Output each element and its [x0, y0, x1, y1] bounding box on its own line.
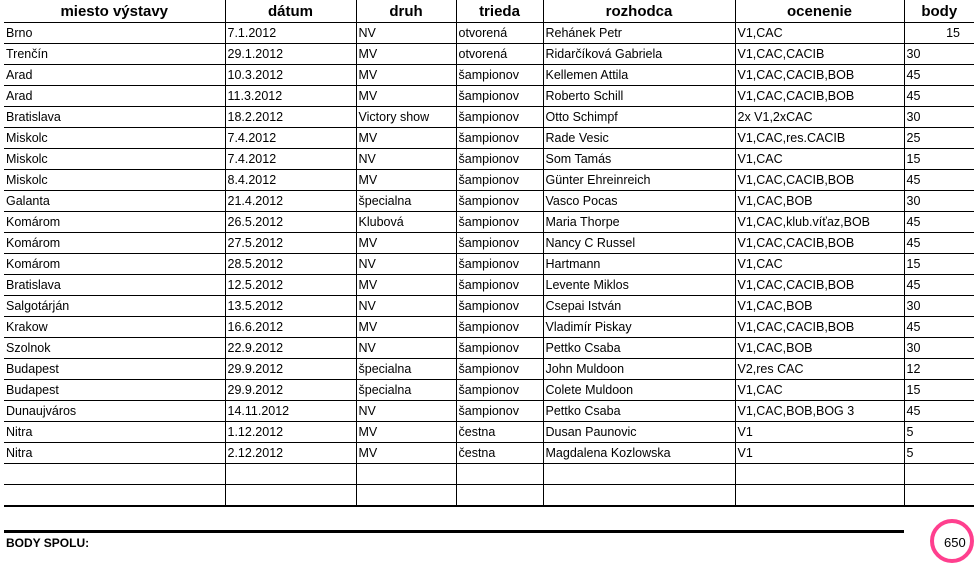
cell-body: 45: [904, 233, 974, 254]
cell-body: 45: [904, 86, 974, 107]
cell-datum: 10.3.2012: [225, 65, 356, 86]
cell-trieda: otvorená: [456, 23, 543, 44]
cell-trieda: šampionov: [456, 149, 543, 170]
cell-ocenenie: V1,CAC,CACIB,BOB: [735, 275, 904, 296]
cell-trieda: čestna: [456, 443, 543, 464]
cell-druh: NV: [356, 296, 456, 317]
cell-druh: MV: [356, 170, 456, 191]
cell-body: 45: [904, 65, 974, 86]
table-row: [4, 296, 974, 317]
cell-trieda: šampionov: [456, 338, 543, 359]
cell-trieda: šampionov: [456, 65, 543, 86]
cell-druh: špecialna: [356, 191, 456, 212]
table-row: [4, 443, 974, 464]
cell-miesto: Miskolc: [4, 128, 225, 149]
cell-miesto: Arad: [4, 86, 225, 107]
cell-druh: NV: [356, 338, 456, 359]
cell-body: 5: [904, 443, 974, 464]
cell-trieda: šampionov: [456, 296, 543, 317]
table-row: [4, 338, 974, 359]
cell-body: 25: [904, 128, 974, 149]
cell-ocenenie: V1,CAC,CACIB,BOB: [735, 86, 904, 107]
cell-trieda: otvorená: [456, 44, 543, 65]
cell-body: 30: [904, 296, 974, 317]
cell-druh: MV: [356, 275, 456, 296]
header-ocenenie: ocenenie: [735, 0, 904, 23]
empty-cell: [543, 464, 735, 485]
empty-cell: [735, 464, 904, 485]
cell-druh: MV: [356, 65, 456, 86]
table-row: [4, 191, 974, 212]
cell-miesto: Nitra: [4, 443, 225, 464]
cell-druh: MV: [356, 86, 456, 107]
cell-druh: MV: [356, 44, 456, 65]
cell-datum: 29.9.2012: [225, 380, 356, 401]
cell-miesto: Miskolc: [4, 149, 225, 170]
cell-body: 15: [904, 380, 974, 401]
cell-ocenenie: V1,CAC,CACIB,BOB: [735, 317, 904, 338]
header-datum: dátum: [225, 0, 356, 23]
cell-ocenenie: V1,CAC,BOB,BOG 3: [735, 401, 904, 422]
cell-body: 12: [904, 359, 974, 380]
cell-miesto: Dunaujváros: [4, 401, 225, 422]
cell-trieda: šampionov: [456, 359, 543, 380]
cell-trieda: šampionov: [456, 317, 543, 338]
cell-miesto: Bratislava: [4, 275, 225, 296]
cell-miesto: Arad: [4, 65, 225, 86]
cell-druh: MV: [356, 422, 456, 443]
table-row: [4, 422, 974, 443]
cell-rozhodca: Vasco Pocas: [543, 191, 735, 212]
cell-trieda: šampionov: [456, 275, 543, 296]
cell-ocenenie: V1,CAC,BOB: [735, 338, 904, 359]
cell-rozhodca: Levente Miklos: [543, 275, 735, 296]
cell-datum: 8.4.2012: [225, 170, 356, 191]
cell-ocenenie: V1: [735, 443, 904, 464]
cell-rozhodca: Csepai István: [543, 296, 735, 317]
cell-rozhodca: Günter Ehreinreich: [543, 170, 735, 191]
cell-miesto: Budapest: [4, 380, 225, 401]
cell-rozhodca: Rade Vesic: [543, 128, 735, 149]
cell-rozhodca: Maria Thorpe: [543, 212, 735, 233]
cell-druh: Victory show: [356, 107, 456, 128]
cell-datum: 26.5.2012: [225, 212, 356, 233]
cell-trieda: šampionov: [456, 170, 543, 191]
cell-rozhodca: Pettko Csaba: [543, 401, 735, 422]
cell-ocenenie: V1,CAC,klub.víťaz,BOB: [735, 212, 904, 233]
table-row: [4, 233, 974, 254]
cell-trieda: šampionov: [456, 233, 543, 254]
cell-rozhodca: Roberto Schill: [543, 86, 735, 107]
cell-ocenenie: V1,CAC,CACIB: [735, 44, 904, 65]
table-row: [4, 254, 974, 275]
cell-datum: 13.5.2012: [225, 296, 356, 317]
table-row: [4, 359, 974, 380]
table-row: [4, 149, 974, 170]
cell-ocenenie: V1,CAC: [735, 254, 904, 275]
table-row: [4, 65, 974, 86]
cell-body: 30: [904, 191, 974, 212]
cell-rozhodca: Dusan Paunovic: [543, 422, 735, 443]
cell-ocenenie: V1,CAC,res.CACIB: [735, 128, 904, 149]
cell-trieda: šampionov: [456, 107, 543, 128]
cell-ocenenie: V2,res CAC: [735, 359, 904, 380]
cell-miesto: Komárom: [4, 233, 225, 254]
table-body: [4, 23, 974, 507]
cell-datum: 1.12.2012: [225, 422, 356, 443]
cell-miesto: Brno: [4, 23, 225, 44]
cell-datum: 11.3.2012: [225, 86, 356, 107]
cell-body: 45: [904, 170, 974, 191]
cell-rozhodca: Vladimír Piskay: [543, 317, 735, 338]
cell-datum: 2.12.2012: [225, 443, 356, 464]
cell-datum: 29.9.2012: [225, 359, 356, 380]
empty-cell: [904, 464, 974, 485]
cell-body: 45: [904, 317, 974, 338]
cell-datum: 16.6.2012: [225, 317, 356, 338]
cell-ocenenie: V1,CAC,BOB: [735, 191, 904, 212]
cell-druh: NV: [356, 254, 456, 275]
cell-miesto: Szolnok: [4, 338, 225, 359]
cell-rozhodca: Kellemen Attila: [543, 65, 735, 86]
cell-miesto: Budapest: [4, 359, 225, 380]
cell-trieda: šampionov: [456, 380, 543, 401]
empty-cell: [456, 485, 543, 507]
cell-datum: 7.4.2012: [225, 149, 356, 170]
table-row: [4, 44, 974, 65]
table-row: [4, 128, 974, 149]
cell-rozhodca: Nancy C Russel: [543, 233, 735, 254]
cell-trieda: šampionov: [456, 254, 543, 275]
cell-datum: 22.9.2012: [225, 338, 356, 359]
header-miesto: miesto výstavy: [4, 0, 225, 23]
cell-miesto: Galanta: [4, 191, 225, 212]
cell-druh: MV: [356, 233, 456, 254]
empty-row: [4, 485, 974, 507]
cell-trieda: šampionov: [456, 86, 543, 107]
cell-body: 30: [904, 338, 974, 359]
cell-body: 45: [904, 275, 974, 296]
cell-druh: MV: [356, 317, 456, 338]
cell-rozhodca: John Muldoon: [543, 359, 735, 380]
header-body: body: [904, 0, 974, 23]
cell-datum: 21.4.2012: [225, 191, 356, 212]
empty-cell: [225, 485, 356, 507]
cell-datum: 7.4.2012: [225, 128, 356, 149]
total-separator: [4, 530, 904, 533]
cell-body: 15: [904, 149, 974, 170]
cell-ocenenie: V1,CAC: [735, 149, 904, 170]
cell-miesto: Komárom: [4, 212, 225, 233]
cell-druh: špecialna: [356, 380, 456, 401]
cell-body: 15: [904, 23, 974, 44]
cell-datum: 18.2.2012: [225, 107, 356, 128]
cell-body: 45: [904, 212, 974, 233]
cell-datum: 7.1.2012: [225, 23, 356, 44]
cell-rozhodca: Rehánek Petr: [543, 23, 735, 44]
cell-ocenenie: V1,CAC,CACIB,BOB: [735, 65, 904, 86]
cell-body: 30: [904, 107, 974, 128]
cell-rozhodca: Hartmann: [543, 254, 735, 275]
table-row: [4, 23, 974, 44]
empty-cell: [904, 485, 974, 507]
cell-miesto: Salgotárján: [4, 296, 225, 317]
cell-datum: 14.11.2012: [225, 401, 356, 422]
header-trieda: trieda: [456, 0, 543, 23]
empty-cell: [356, 485, 456, 507]
cell-trieda: šampionov: [456, 212, 543, 233]
cell-druh: MV: [356, 443, 456, 464]
cell-body: 30: [904, 44, 974, 65]
cell-body: 45: [904, 401, 974, 422]
table-row: [4, 170, 974, 191]
cell-trieda: čestna: [456, 422, 543, 443]
cell-miesto: Nitra: [4, 422, 225, 443]
cell-body: 15: [904, 254, 974, 275]
table-row: [4, 317, 974, 338]
cell-trieda: šampionov: [456, 191, 543, 212]
cell-ocenenie: V1,CAC,CACIB,BOB: [735, 170, 904, 191]
cell-rozhodca: Otto Schimpf: [543, 107, 735, 128]
cell-druh: NV: [356, 149, 456, 170]
cell-ocenenie: 2x V1,2xCAC: [735, 107, 904, 128]
empty-cell: [456, 464, 543, 485]
cell-datum: 28.5.2012: [225, 254, 356, 275]
cell-datum: 29.1.2012: [225, 44, 356, 65]
empty-cell: [356, 464, 456, 485]
cell-ocenenie: V1,CAC: [735, 380, 904, 401]
header-druh: druh: [356, 0, 456, 23]
total-label: BODY SPOLU:: [6, 536, 90, 550]
empty-cell: [225, 464, 356, 485]
empty-cell: [735, 485, 904, 507]
table-row: [4, 107, 974, 128]
cell-ocenenie: V1,CAC: [735, 23, 904, 44]
cell-rozhodca: Magdalena Kozlowska: [543, 443, 735, 464]
table-row: [4, 275, 974, 296]
cell-rozhodca: Colete Muldoon: [543, 380, 735, 401]
cell-rozhodca: Ridarčíková Gabriela: [543, 44, 735, 65]
cell-rozhodca: Som Tamás: [543, 149, 735, 170]
empty-cell: [543, 485, 735, 507]
total-value: 650: [944, 535, 966, 550]
shows-table: [4, 0, 974, 507]
cell-rozhodca: Pettko Csaba: [543, 338, 735, 359]
empty-row: [4, 464, 974, 485]
table-row: [4, 380, 974, 401]
cell-miesto: Krakow: [4, 317, 225, 338]
header-row: [4, 0, 974, 23]
cell-druh: špecialna: [356, 359, 456, 380]
empty-cell: [4, 464, 225, 485]
cell-druh: Klubová: [356, 212, 456, 233]
cell-ocenenie: V1,CAC,BOB: [735, 296, 904, 317]
table-row: [4, 86, 974, 107]
cell-miesto: Komárom: [4, 254, 225, 275]
cell-body: 5: [904, 422, 974, 443]
cell-druh: NV: [356, 23, 456, 44]
cell-miesto: Miskolc: [4, 170, 225, 191]
cell-datum: 27.5.2012: [225, 233, 356, 254]
header-rozhodca: rozhodca: [543, 0, 735, 23]
cell-datum: 12.5.2012: [225, 275, 356, 296]
cell-miesto: Bratislava: [4, 107, 225, 128]
cell-miesto: Trenčín: [4, 44, 225, 65]
table-row: [4, 401, 974, 422]
cell-trieda: šampionov: [456, 128, 543, 149]
cell-ocenenie: V1,CAC,CACIB,BOB: [735, 233, 904, 254]
cell-druh: MV: [356, 128, 456, 149]
cell-trieda: šampionov: [456, 401, 543, 422]
cell-ocenenie: V1: [735, 422, 904, 443]
cell-druh: NV: [356, 401, 456, 422]
empty-cell: [4, 485, 225, 507]
table-row: [4, 212, 974, 233]
